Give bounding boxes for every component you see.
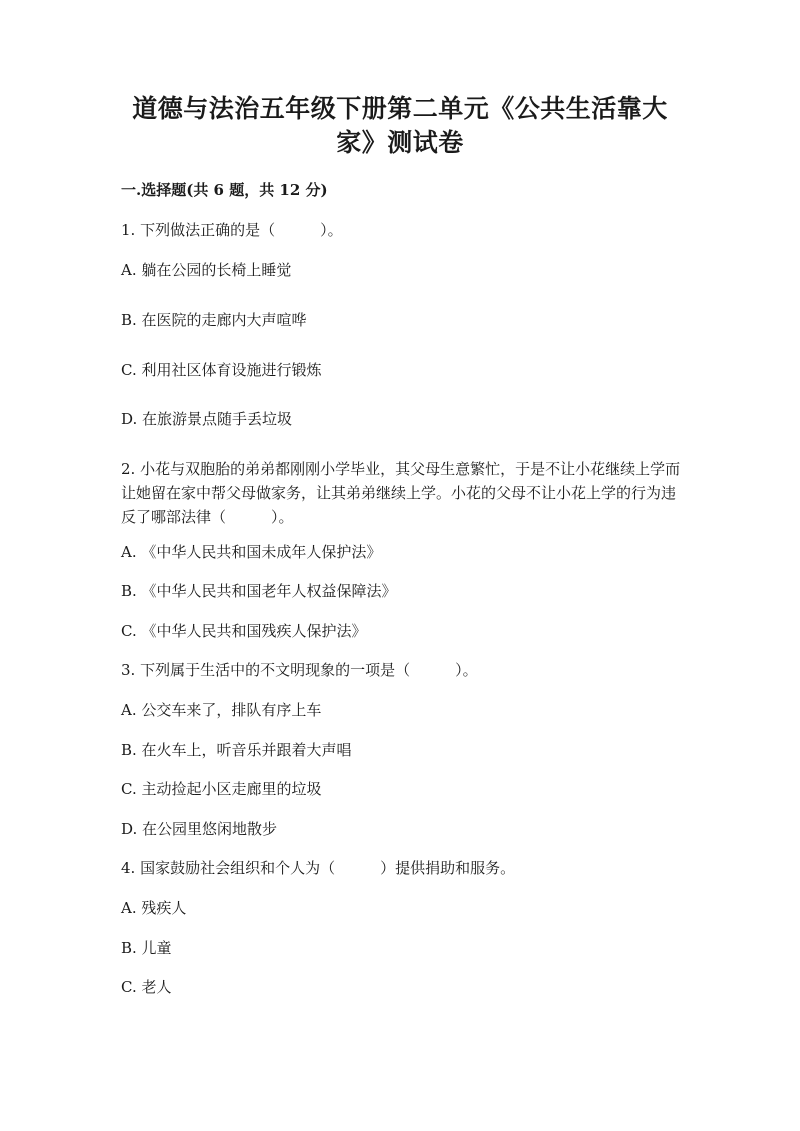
question-4-option-b: B. 儿童 [121,939,172,957]
question-1-option-d: D. 在旅游景点随手丢垃圾 [121,410,293,428]
question-2-option-c: C. 《中华人民共和国残疾人保护法》 [121,622,367,640]
question-4-option-a: A. 残疾人 [121,899,187,917]
question-4-stem: 4. 国家鼓励社会组织和个人为（ ）提供捐助和服务。 [121,859,516,877]
question-3-option-d: D. 在公园里悠闲地散步 [121,820,278,838]
question-1-stem: 1. 下列做法正确的是（ ）。 [121,221,343,239]
question-3-option-c: C. 主动捡起小区走廊里的垃圾 [121,780,322,798]
question-1-option-b: B. 在医院的走廊内大声喧哗 [121,311,307,329]
question-2-option-b: B. 《中华人民共和国老年人权益保障法》 [121,582,397,600]
question-4-option-c: C. 老人 [121,978,172,996]
exam-title-line-2: 家》测试卷 [336,128,464,157]
section-heading: 一.选择题(共 6 题，共 12 分) [121,181,328,199]
exam-title-line-1: 道德与法治五年级下册第二单元《公共生活靠大 [132,94,668,123]
question-1-option-c: C. 利用社区体育设施进行锻炼 [121,361,322,379]
question-2-option-a: A. 《中华人民共和国未成年人保护法》 [121,543,382,561]
question-3-option-a: A. 公交车来了，排队有序上车 [121,701,322,719]
question-2-stem: 2. 小花与双胞胎的弟弟都刚刚小学毕业，其父母生意繁忙，于是不让小花继续上学而让她留在家中帮父母做家务，让其弟弟继续上学。小花的父母不让小花上学的行为违反了哪部法律（ ）。 [121,460,681,526]
question-1-option-a: A. 躺在公园的长椅上睡觉 [121,261,292,279]
question-3-stem: 3. 下列属于生活中的不文明现象的一项是（ ）。 [121,661,478,679]
exam-title [100,92,700,160]
question-3-option-b: B. 在火车上，听音乐并跟着大声唱 [121,741,352,759]
